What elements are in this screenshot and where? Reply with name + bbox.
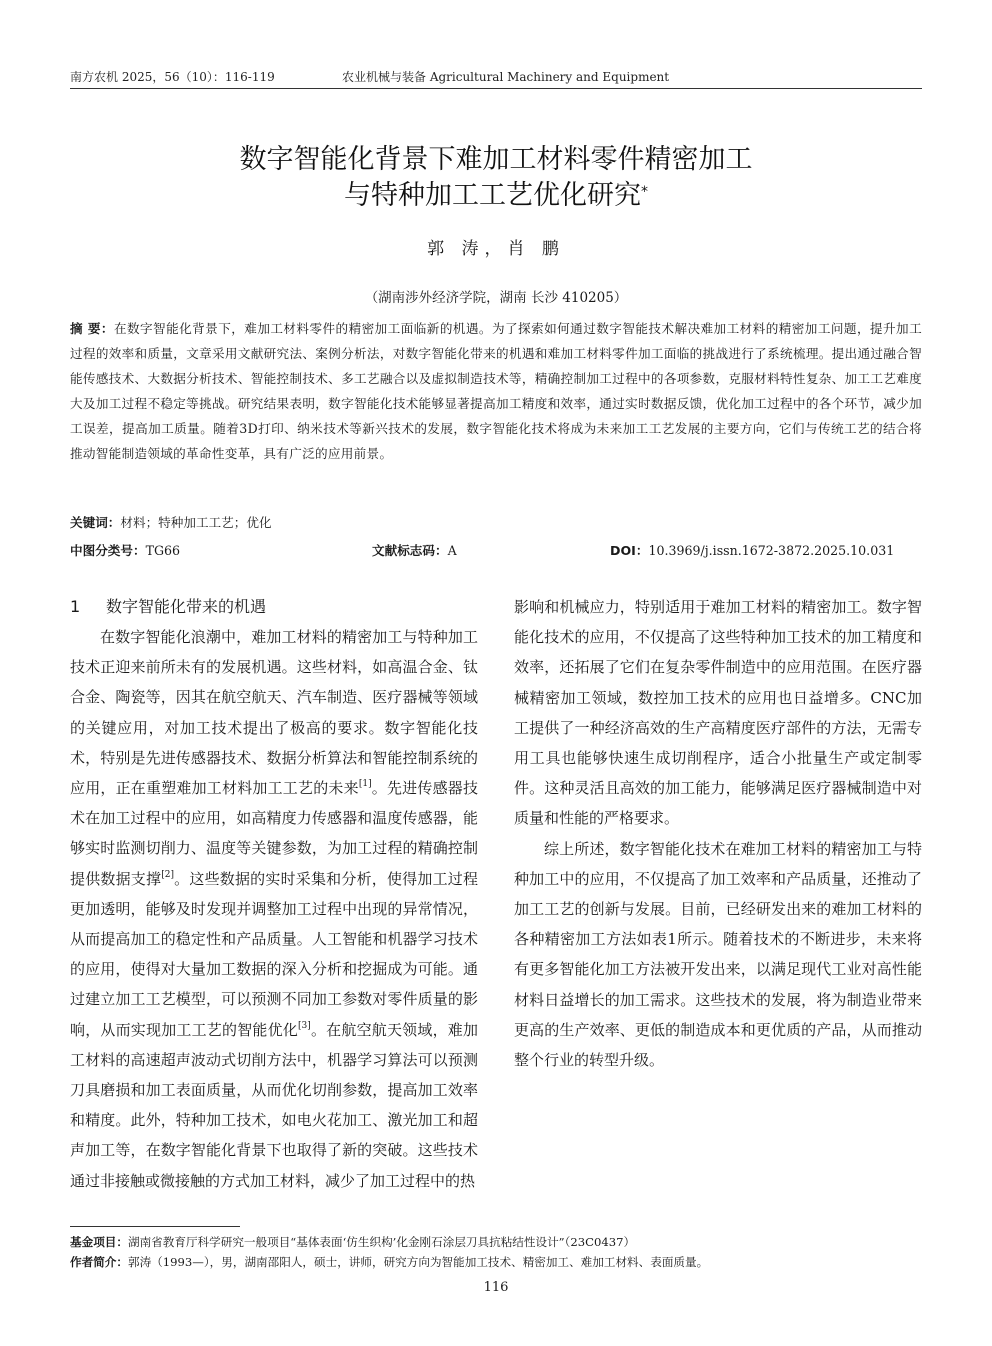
keywords — [70, 512, 272, 531]
authors: 郭 涛，肖 鹏 — [427, 239, 565, 259]
keywords-text: 材料；特种加工工艺；优化 — [120, 515, 272, 530]
header-rule — [70, 88, 922, 89]
citation-2: [2] — [161, 869, 174, 880]
doi — [610, 540, 894, 559]
section-title: 数字智能化带来的机遇 — [106, 597, 267, 616]
body-text-1d: 。在航空航天领域，难加工材料的高速超声波动式切削方法中，机器学习算法可以预测刀具磨损和加工表面质量，从而优化切削参数，提高加工效率和精度。此外，特种加工技术，如电火花加工、激光加工和超声加工等，在数字智能化背景下也取得了新的突破。这些技术通过非接触或微接触的方式加工材料，减少了加工过程中的热 — [70, 1020, 478, 1190]
running-header — [70, 68, 922, 88]
section-heading — [70, 592, 478, 622]
title-footnote-mark: * — [641, 184, 648, 200]
body-paragraph-1 — [70, 622, 478, 1196]
footnote-rule — [70, 1226, 240, 1227]
author-bio-text: 郭涛（1993—），男，湖南邵阳人，硕士，讲师，研究方向为智能加工技术、精密加工、难加工材料、表面质量。 — [127, 1255, 709, 1269]
journal-info: 南方农机 2025，56（10）：116-119 — [70, 70, 275, 84]
fund-text: 湖南省教育厅科学研究一般项目“基体表面‘仿生织构’化金刚石涂层刀具抗粘结性设计”（23C0437） — [127, 1235, 636, 1249]
keywords-label: 关键词： — [70, 515, 121, 530]
body-text-1b: 。先进传感器技术在加工过程中的应用，如高精度力传感器和温度传感器，能够实时监测切削力、温度等关键参数，为加工过程的精确控制提供数据支撑 — [70, 779, 478, 888]
body-column-right — [514, 592, 922, 1075]
body-column-left — [70, 592, 478, 1196]
section-name: 农业机械与装备 Agricultural Machinery and Equipment — [342, 70, 670, 84]
abstract — [70, 316, 922, 466]
classification-label: 中图分类号： — [70, 543, 146, 558]
classification-value: TG66 — [145, 543, 181, 558]
fund-footnote — [70, 1233, 930, 1251]
body-paragraph-2: 综上所述，数字智能化技术在难加工材料的精密加工与特种加工中的应用，不仅提高了加工效率和产品质量，还推动了加工工艺的创新与发展。目前，已经研发出来的难加工材料的各种精密加工方法如表1所示。随着技术的不断进步，未来将有更多智能化加工方法被开发出来，以满足现代工业对高性能材料日益增长的加工需求。这些技术的发展，将为制造业带来更高的生产效率、更低的制造成本和更优质的产品，从而推动整个行业的转型升级。 — [514, 839, 922, 1070]
fund-label: 基金项目： — [70, 1235, 128, 1249]
paper-title-line2-text: 与特种加工工艺优化研究 — [344, 180, 641, 211]
author-footnote — [70, 1253, 930, 1271]
doc-code-value: A — [447, 543, 457, 558]
doi-label: DOI： — [610, 543, 649, 558]
paper-title-line1: 数字智能化背景下难加工材料零件精密加工 — [239, 144, 753, 175]
body-text-1c: 。这些数据的实时采集和分析，使得加工过程更加透明，能够及时发现并调整加工过程中出现的异常情况，从而提高加工的稳定性和产品质量。人工智能和机器学习技术的应用，使得对大量加工数据的深入分析和挖掘成为可能。通过建立加工工艺模型，可以预测不同加工参数对零件质量的影响，从而实现加工工艺的智能优化 — [70, 869, 478, 1039]
abstract-text: 在数字智能化背景下，难加工材料零件的精密加工面临新的机遇。为了探索如何通过数字智能技术解决难加工材料的精密加工问题，提升加工过程的效率和质量，文章采用文献研究法、案例分析法，对数字智能化带来的机遇和难加工材料零件加工面临的挑战进行了系统梳理。提出通过融合智能传感技术、大数据分析技术、智能控制技术、多工艺融合以及虚拟制造技术等，精确控制加工过程中的各项参数，克服材料特性复杂、加工工艺难度大及加工过程不稳定等挑战。研究结果表明，数字智能化技术能够显著提高加工精度和效率，通过实时数据反馈，优化加工过程中的各个环节，减少加工误差，提高加工质量。随着3D打印、纳米技术等新兴技术的发展，数字智能化技术将成为未来加工工艺发展的主要方向，它们与传统工艺的结合将推动智能制造领域的革命性变革，具有广泛的应用前景。 — [70, 321, 922, 461]
section-number: 1 — [70, 597, 81, 616]
abstract-label: 摘 要： — [70, 321, 114, 336]
classification — [70, 540, 180, 559]
author-bio-label: 作者简介： — [70, 1255, 128, 1269]
doc-code-label: 文献标志码： — [372, 543, 448, 558]
citation-1: [1] — [358, 779, 372, 790]
doi-value: 10.3969/j.issn.1672-3872.2025.10.031 — [648, 543, 895, 558]
body-text-1a: 在数字智能化浪潮中，难加工材料的精密加工与特种加工技术正迎来前所未有的发展机遇。这些材料，如高温合金、钛合金、陶瓷等，因其在航空航天、汽车制造、医疗器械等领域的关键应用，对加工技术提出了极高的要求。数字智能化技术，特别是先进传感器技术、数据分析算法和智能控制系统的应用，正在重塑难加工材料加工工艺的未来 — [70, 628, 478, 798]
affiliation: （湖南涉外经济学院，湖南 长沙 410205） — [364, 290, 628, 306]
doc-code — [372, 540, 457, 559]
citation-3: [3] — [298, 1020, 311, 1031]
body-paragraph-1-continued: 影响和机械应力，特别适用于难加工材料的精密加工。数字智能化技术的应用，不仅提高了这些特种加工技术的加工精度和效率，还拓展了它们在复杂零件制造中的应用范围。在医疗器械精密加工领域，数控加工技术的应用也日益增多。CNC加工提供了一种经济高效的生产高精度医疗部件的方法，无需专用工具也能够快速生成切削程序，适合小批量生产或定制零件。这种灵活且高效的加工能力，能够满足医疗器械制造中对质量和性能的严格要求。 — [514, 598, 922, 828]
page-number: 116 — [483, 1280, 509, 1295]
paper-title-line2 — [0, 178, 992, 214]
